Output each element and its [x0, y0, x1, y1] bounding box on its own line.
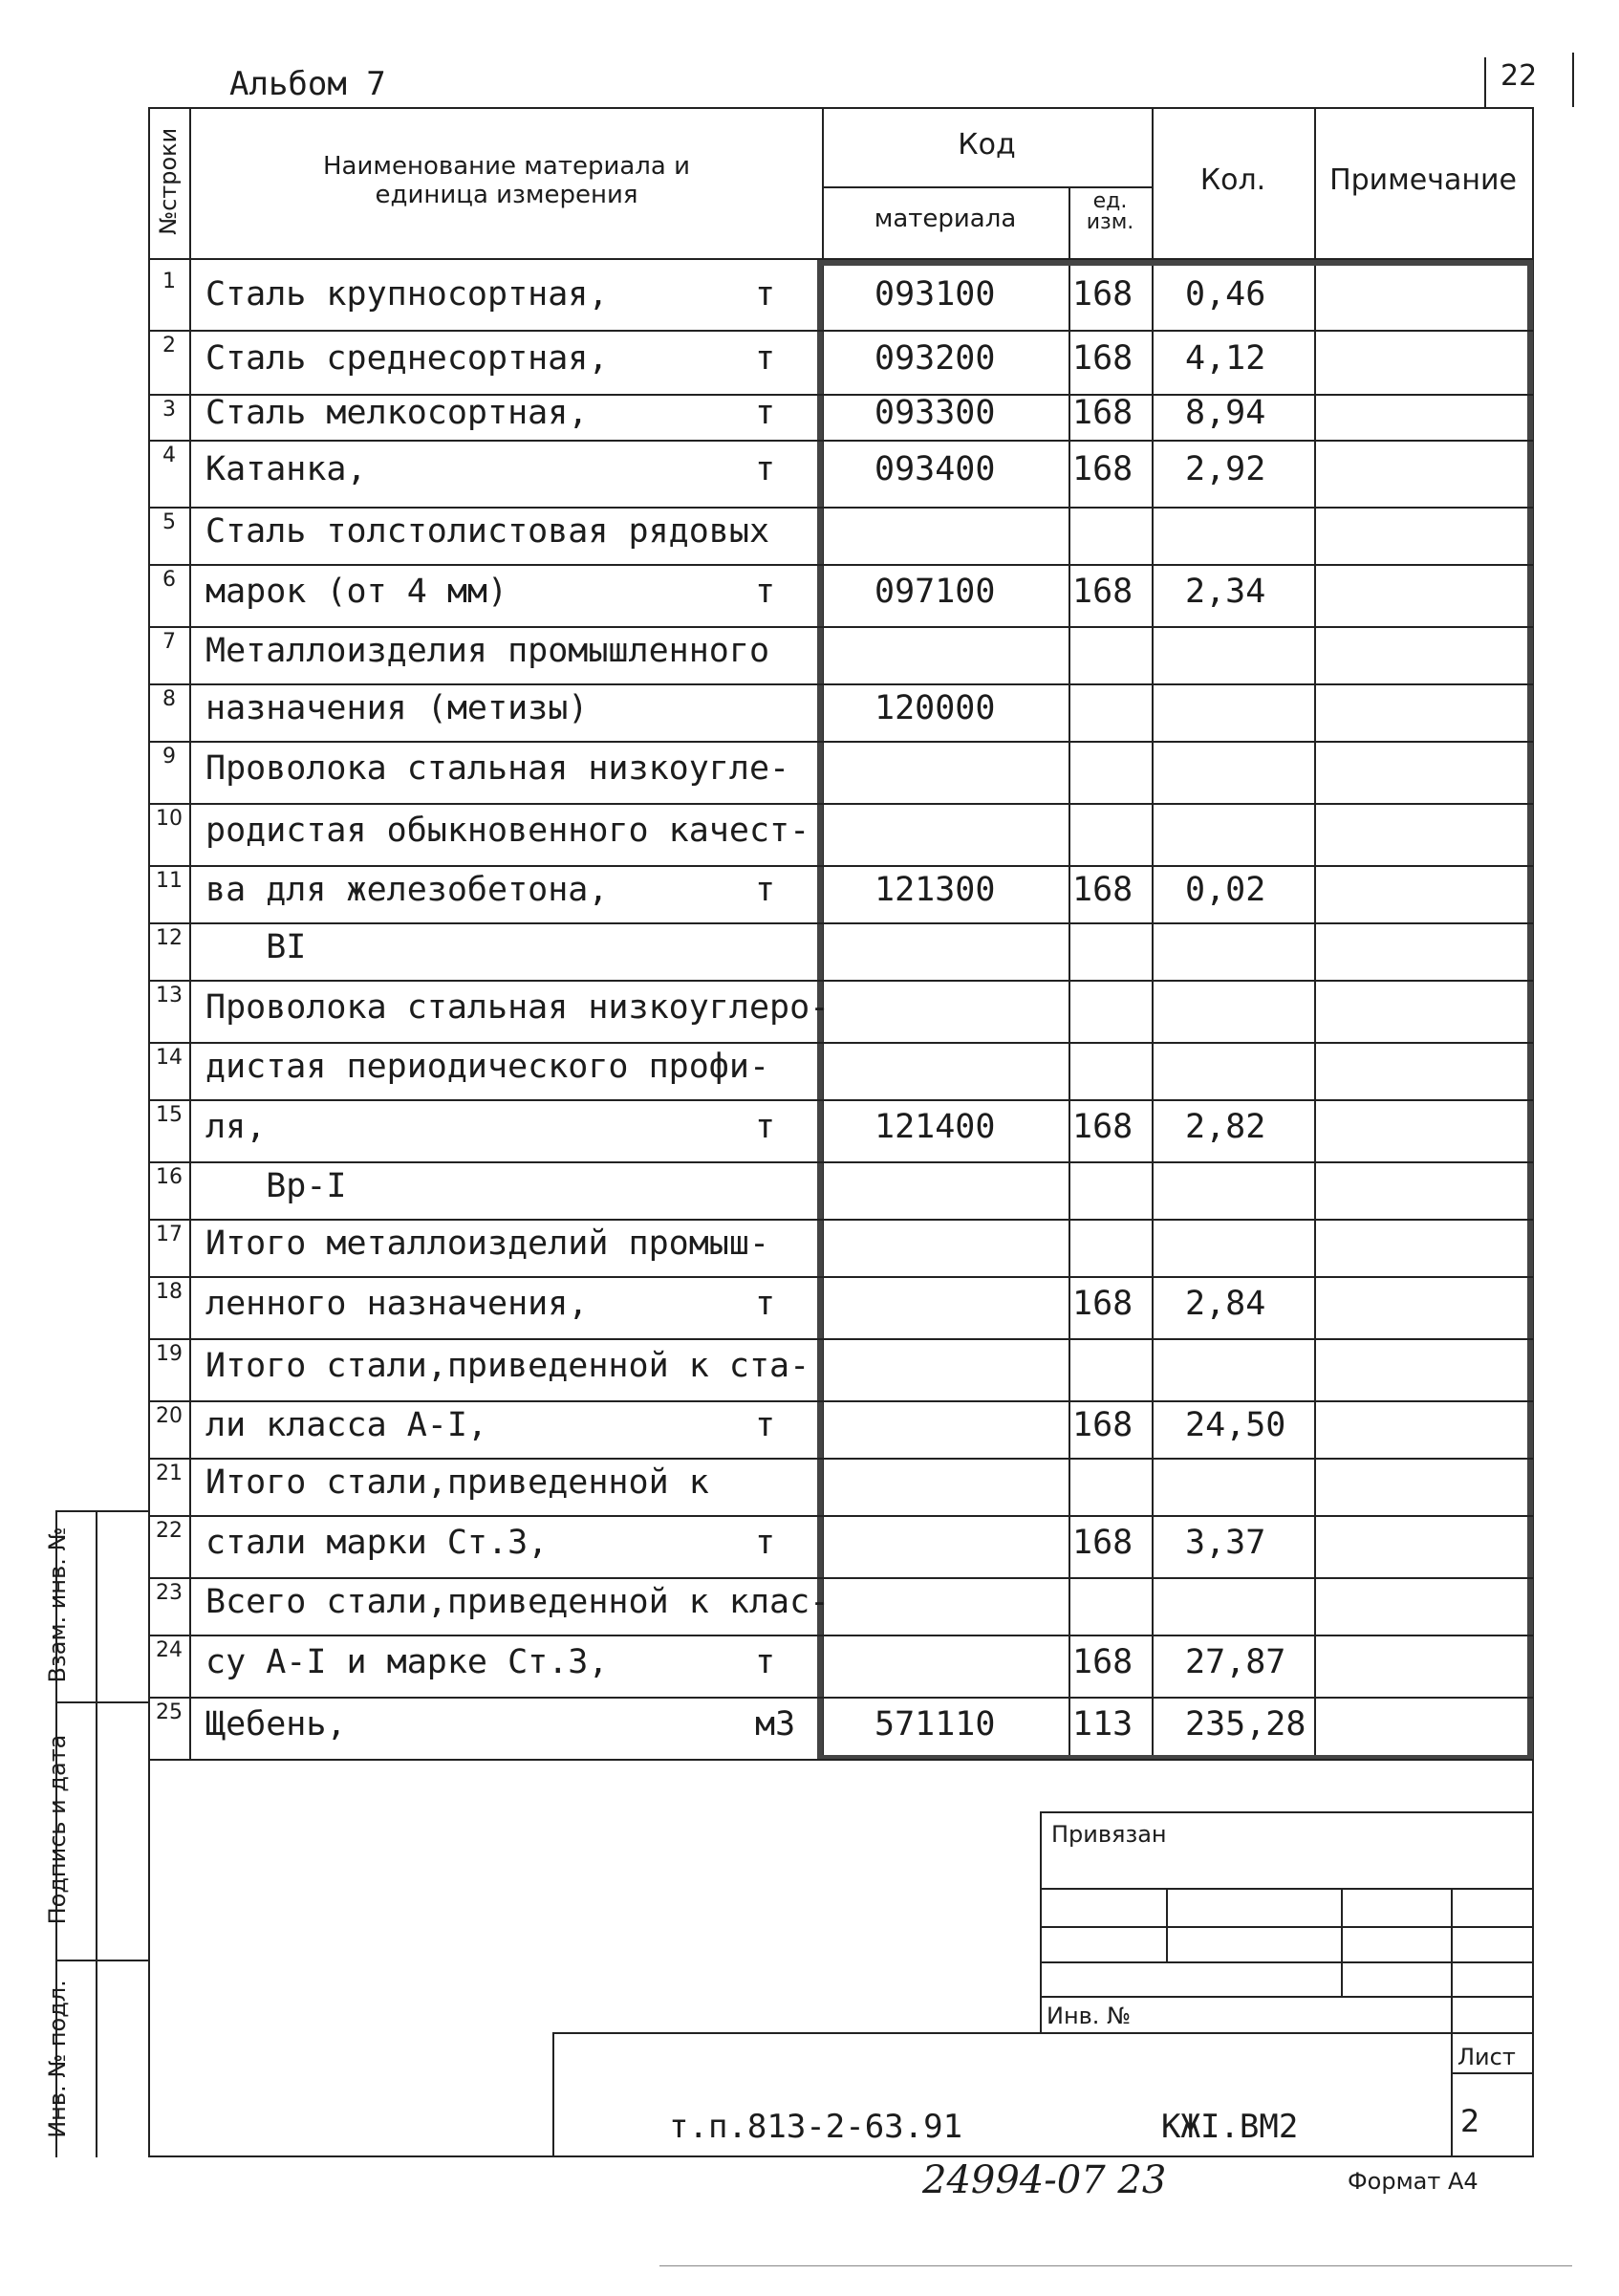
- header-note: Примечание: [1329, 163, 1517, 197]
- row-number: 1: [162, 270, 176, 293]
- row-unit: т: [755, 1642, 776, 1681]
- row-name: Всего стали,приведенной к клас-: [205, 1583, 831, 1621]
- row-number: 15: [156, 1103, 183, 1127]
- row-name: стали марки Ст.3,: [205, 1523, 549, 1562]
- row-name: Вр-I: [205, 1167, 347, 1205]
- row-name: Катанка,: [205, 450, 367, 488]
- row-unit: т: [755, 871, 776, 909]
- handwritten-number: 24994-07 23: [922, 2158, 1167, 2202]
- row-unit-code: 168: [1072, 1107, 1133, 1146]
- stamp-list-label: Лист: [1457, 2044, 1516, 2070]
- row-qty: 27,87: [1185, 1642, 1286, 1681]
- row-number: 8: [162, 687, 176, 711]
- row-code: 093200: [874, 338, 996, 378]
- row-unit: т: [755, 274, 776, 314]
- row-number: 24: [156, 1638, 183, 1662]
- row-unit: т: [755, 394, 776, 432]
- row-number: 2: [162, 334, 176, 357]
- row-qty: 2,82: [1185, 1107, 1266, 1146]
- row-number: 9: [162, 745, 176, 769]
- row-unit-code: 168: [1072, 1406, 1133, 1444]
- format-label: Формат А4: [1348, 2168, 1479, 2195]
- page-number: 22: [1500, 59, 1538, 93]
- side-label-vzam: Взам. инв. №: [44, 1527, 71, 1683]
- row-qty: 2,34: [1185, 572, 1266, 611]
- row-name: Металлоизделия промышленного: [205, 632, 770, 670]
- row-unit-code: 168: [1072, 1523, 1133, 1562]
- row-number: 23: [156, 1581, 183, 1605]
- row-name: Сталь среднесортная,: [205, 338, 609, 378]
- row-number: 12: [156, 926, 183, 950]
- row-number: 17: [156, 1223, 183, 1246]
- row-name: BI: [205, 928, 307, 966]
- row-number: 14: [156, 1046, 183, 1070]
- row-name: ля,: [205, 1107, 267, 1146]
- row-unit-code: 168: [1072, 1642, 1133, 1681]
- header-rownum: №строки: [155, 127, 183, 235]
- row-qty: 0,02: [1185, 871, 1266, 909]
- row-number: 4: [162, 444, 176, 467]
- row-code: 120000: [874, 689, 996, 727]
- row-name: марок (от 4 мм): [205, 572, 508, 611]
- row-number: 7: [162, 630, 176, 654]
- row-code: 093400: [874, 450, 996, 488]
- row-name: Сталь мелкосортная,: [205, 394, 589, 432]
- row-number: 10: [156, 807, 183, 831]
- header-code: Код: [958, 128, 1016, 162]
- row-code: 093100: [874, 274, 996, 314]
- row-unit-code: 168: [1072, 572, 1133, 611]
- row-qty: 24,50: [1185, 1406, 1286, 1444]
- row-number: 22: [156, 1519, 183, 1543]
- row-unit: т: [755, 1284, 776, 1323]
- row-qty: 4,12: [1185, 338, 1266, 378]
- row-unit-code: 168: [1072, 338, 1133, 378]
- row-unit: т: [755, 338, 776, 378]
- row-qty: 8,94: [1185, 394, 1266, 432]
- row-unit-code: 168: [1072, 274, 1133, 314]
- row-name: Проволока стальная низкоугле-: [205, 748, 790, 788]
- row-name: Итого стали,приведенной к ста-: [205, 1346, 810, 1385]
- row-code: 571110: [874, 1704, 996, 1744]
- row-unit: т: [755, 450, 776, 488]
- row-number: 6: [162, 568, 176, 592]
- header-code-unit: ед. изм.: [1086, 189, 1134, 234]
- row-unit-code: 113: [1072, 1704, 1133, 1744]
- row-number: 19: [156, 1342, 183, 1366]
- stamp-privyazan: Привязан: [1051, 1821, 1167, 1848]
- row-qty: 3,37: [1185, 1523, 1266, 1562]
- row-number: 16: [156, 1165, 183, 1189]
- row-name: Сталь крупносортная,: [205, 274, 609, 314]
- row-qty: 0,46: [1185, 274, 1266, 314]
- row-qty: 2,92: [1185, 450, 1266, 488]
- row-unit: т: [755, 1107, 776, 1146]
- row-number: 11: [156, 869, 183, 893]
- row-qty: 235,28: [1185, 1704, 1306, 1744]
- row-code: 121300: [874, 871, 996, 909]
- row-number: 25: [156, 1700, 183, 1724]
- row-unit-code: 168: [1072, 871, 1133, 909]
- row-name: назначения (метизы): [205, 689, 589, 727]
- row-name: ли класса А-I,: [205, 1406, 488, 1444]
- header-qty: Кол.: [1199, 163, 1266, 197]
- row-code: 097100: [874, 572, 996, 611]
- row-unit-code: 168: [1072, 450, 1133, 488]
- row-name: дистая периодического профи-: [205, 1048, 770, 1086]
- row-name: Сталь толстолистовая рядовых: [205, 512, 770, 551]
- row-code: 121400: [874, 1107, 996, 1146]
- side-label-inv: Инв. № подл.: [44, 1980, 71, 2138]
- header-code-material: материала: [874, 205, 1017, 233]
- row-unit: т: [755, 1406, 776, 1444]
- row-number: 18: [156, 1280, 183, 1304]
- row-number: 3: [162, 398, 176, 422]
- row-name: Проволока стальная низкоуглеро-: [205, 987, 831, 1027]
- row-unit-code: 168: [1072, 1284, 1133, 1323]
- row-number: 13: [156, 984, 183, 1007]
- row-number: 21: [156, 1462, 183, 1485]
- row-name: ва для железобетона,: [205, 871, 609, 909]
- row-unit: м3: [755, 1704, 796, 1744]
- stamp-doc-mark: КЖI.ВМ2: [1161, 2108, 1299, 2146]
- row-code: 093300: [874, 394, 996, 432]
- row-name: ленного назначения,: [205, 1284, 589, 1323]
- row-unit: т: [755, 1523, 776, 1562]
- row-number: 20: [156, 1404, 183, 1428]
- row-qty: 2,84: [1185, 1284, 1266, 1323]
- row-name: Итого стали,приведенной к: [205, 1463, 709, 1502]
- header-name: Наименование материала и единица измерения: [322, 152, 691, 209]
- row-unit-code: 168: [1072, 394, 1133, 432]
- row-name: Щебень,: [205, 1704, 347, 1744]
- side-label-podpis: Подпись и дата: [44, 1734, 71, 1925]
- row-number: 5: [162, 510, 176, 534]
- stamp-list-value: 2: [1460, 2103, 1480, 2139]
- row-name: родистая обыкновенного качест-: [205, 811, 810, 850]
- row-unit: т: [755, 572, 776, 611]
- row-name: Итого металлоизделий промыш-: [205, 1224, 770, 1263]
- row-name: су А-I и марке Ст.3,: [205, 1642, 609, 1681]
- stamp-inv-no: Инв. №: [1047, 2003, 1132, 2029]
- stamp-doc-code: т.п.813-2-63.91: [669, 2108, 963, 2146]
- album-title: Альбом 7: [229, 65, 386, 103]
